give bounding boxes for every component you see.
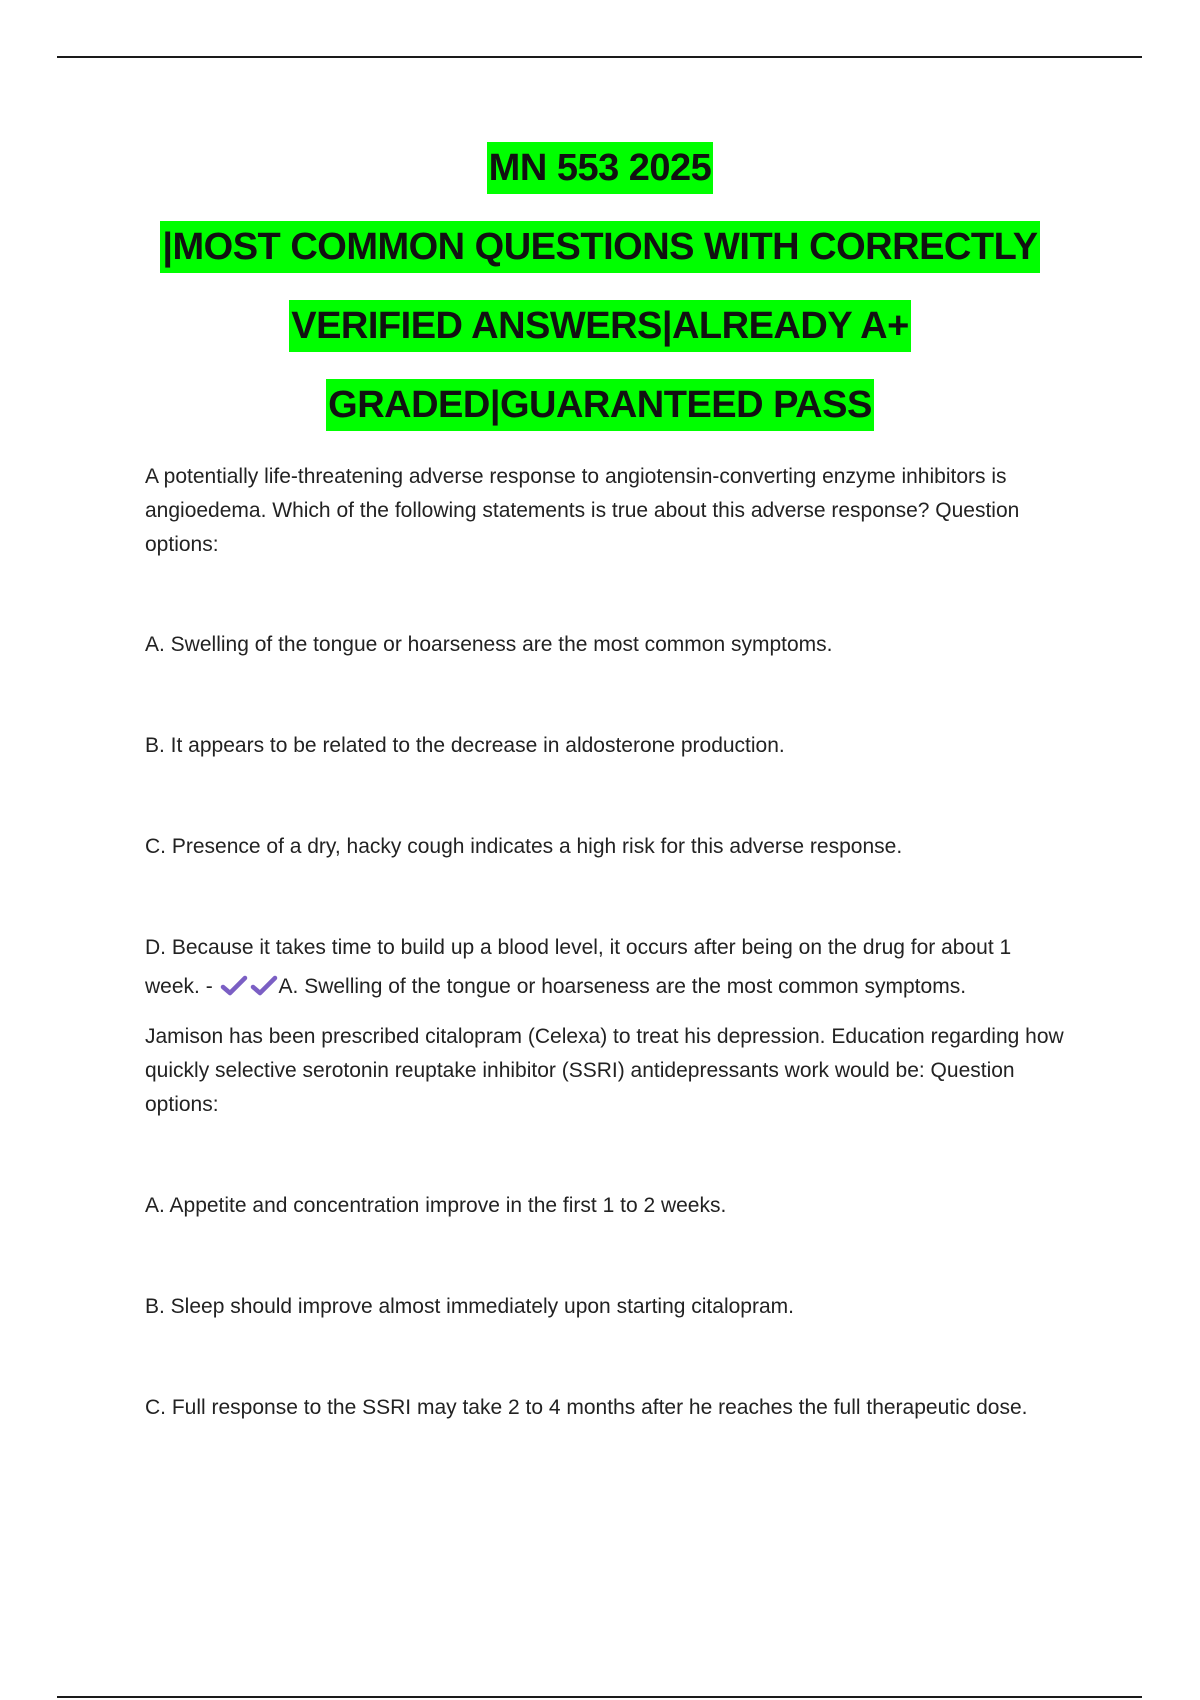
question-1-option-d: D. Because it takes time to build up a blood level, it occurs after being on the drug for about 1 (145, 936, 1012, 959)
question-2-prompt: Jamison has been prescribed citalopram (Celexa) to treat his depression. Education regarding how quickly selective serotonin reuptake inhibitor (SSRI) antidepressants work would be: Question options: (145, 1025, 1064, 1116)
question-1-option-a: A. Swelling of the tongue or hoarseness are the most common symptoms. (145, 633, 833, 656)
check-icon (220, 974, 248, 1008)
question-2-option-b: B. Sleep should improve almost immediately upon starting citalopram. (145, 1295, 794, 1318)
bottom-rule (57, 1696, 1142, 1698)
title-line-2: |MOST COMMON QUESTIONS WITH CORRECTLY (160, 221, 1039, 273)
question-1-option-c: C. Presence of a dry, hacky cough indicates a high risk for this adverse response. (145, 835, 903, 858)
question-1-answer: A. Swelling of the tongue or hoarseness are the most common symptoms. (278, 975, 967, 998)
question-1-prompt: A potentially life-threatening adverse response to angiotensin-converting enzyme inhibitors is angioedema. Which of the following statements is true about this adverse response? Question options: (145, 465, 1020, 556)
check-icon (250, 974, 278, 1008)
question-1-option-b: B. It appears to be related to the decrease in aldosterone production. (145, 734, 785, 757)
question-2-option-c: C. Full response to the SSRI may take 2 to 4 months after he reaches the full therapeutic dose. (145, 1396, 1028, 1419)
title-line-3: VERIFIED ANSWERS|ALREADY A+ (289, 300, 911, 352)
question-1-answer-line (145, 970, 1075, 1008)
title-line-1: MN 553 2025 (487, 142, 714, 194)
document-title (0, 142, 1200, 458)
top-rule (57, 56, 1142, 58)
question-2-option-a: A. Appetite and concentration improve in the first 1 to 2 weeks. (145, 1194, 727, 1217)
question-1-option-d-cont: week. - (145, 975, 213, 998)
title-line-4: GRADED|GUARANTEED PASS (326, 379, 874, 431)
